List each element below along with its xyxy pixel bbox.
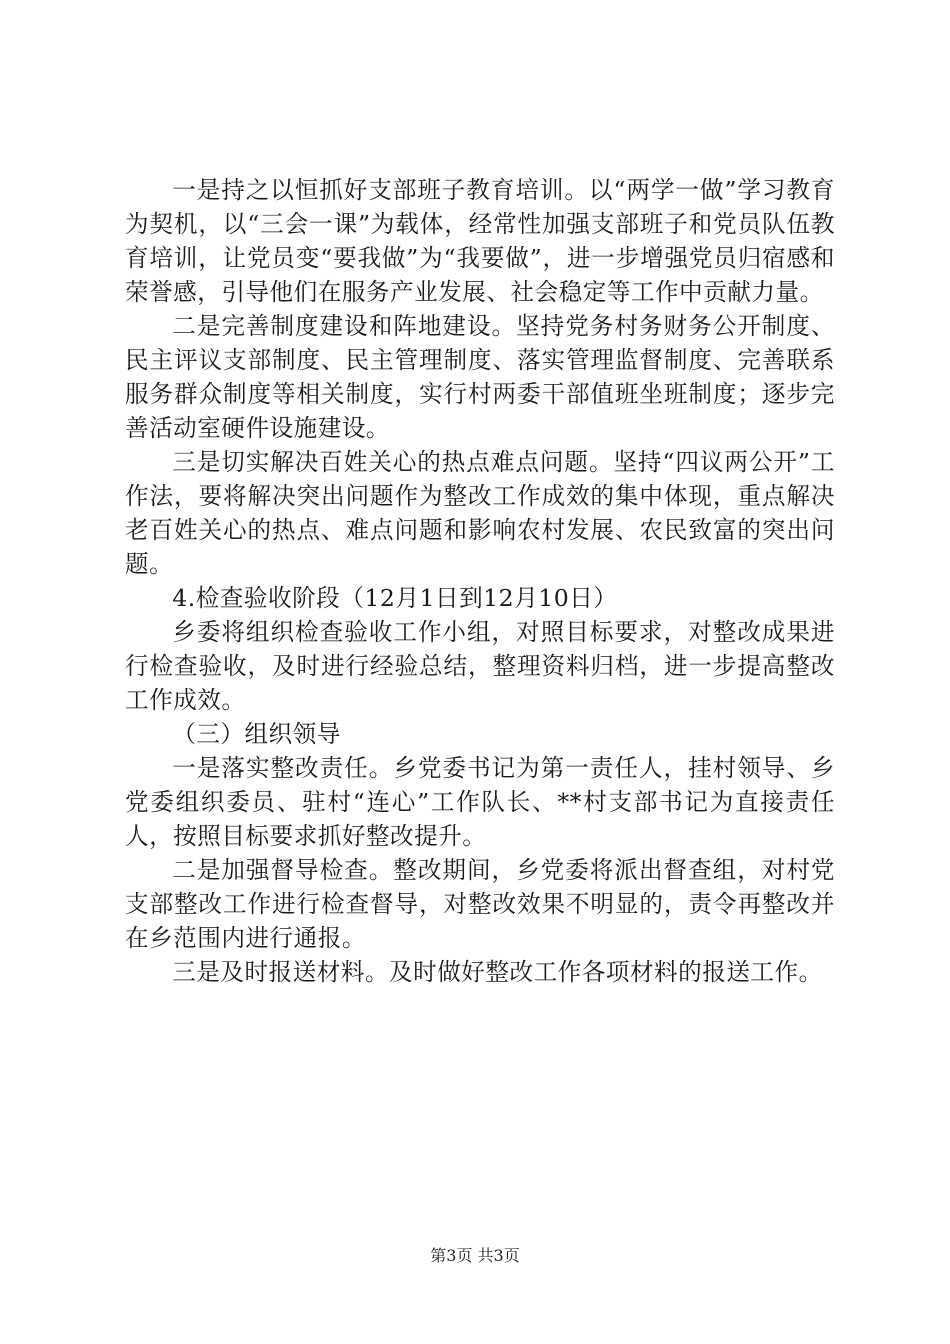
paragraph-supervision: 二是加强督导检查。整改期间，乡党委将派出督查组，对村党支部整改工作进行检查督导，对整改效果不明显的，责令再整改并在乡范围内进行通报。 [125, 856, 835, 952]
paragraph-report-materials: 三是及时报送材料。及时做好整改工作各项材料的报送工作。 [172, 958, 823, 986]
paragraph-system-building: 二是完善制度建设和阵地建设。坚持党务村务财务公开制度、民主评议支部制度、民主管理制度、落实管理监督制度、完善联系服务群众制度等相关制度，实行村两委干部值班坐班制度；逐步完善活动室硬件设施建设。 [125, 312, 835, 442]
paragraph-inspection: 乡委将组织检查验收工作小组，对照目标要求，对整改成果进行检查验收，及时进行经验总结，整理资料归档，进一步提高整改工作成效。 [125, 618, 835, 714]
paragraph-branch-training: 一是持之以恒抓好支部班子教育培训。以“两学一做”学习教育为契机，以“三会一课”为载体，经常性加强支部班子和党员队伍教育培训，让党员变“要我做”为“我要做”，进一步增强党员归宿感和荣誉感，引导他们在服务产业发展、社会稳定等工作中贡献力量。 [125, 176, 835, 306]
document-body [125, 173, 835, 989]
paragraph-responsibility: 一是落实整改责任。乡党委书记为第一责任人，挂村领导、乡党委组织委员、驻村“连心”工作队长、**村支部书记为直接责任人，按照目标要求抓好整改提升。 [125, 754, 835, 850]
section-heading-leadership: （三）组织领导 [172, 720, 341, 748]
section-heading-inspection: 4.检查验收阶段（12月1日到12月10日） [172, 584, 618, 612]
page-footer: 第3页 共3页 [430, 1246, 520, 1265]
paragraph-hotspot-issues: 三是切实解决百姓关心的热点难点问题。坚持“四议两公开”工作法，要将解决突出问题作为整改工作成效的集中体现，重点解决老百姓关心的热点、难点问题和影响农村发展、农民致富的突出问题。 [125, 448, 835, 578]
